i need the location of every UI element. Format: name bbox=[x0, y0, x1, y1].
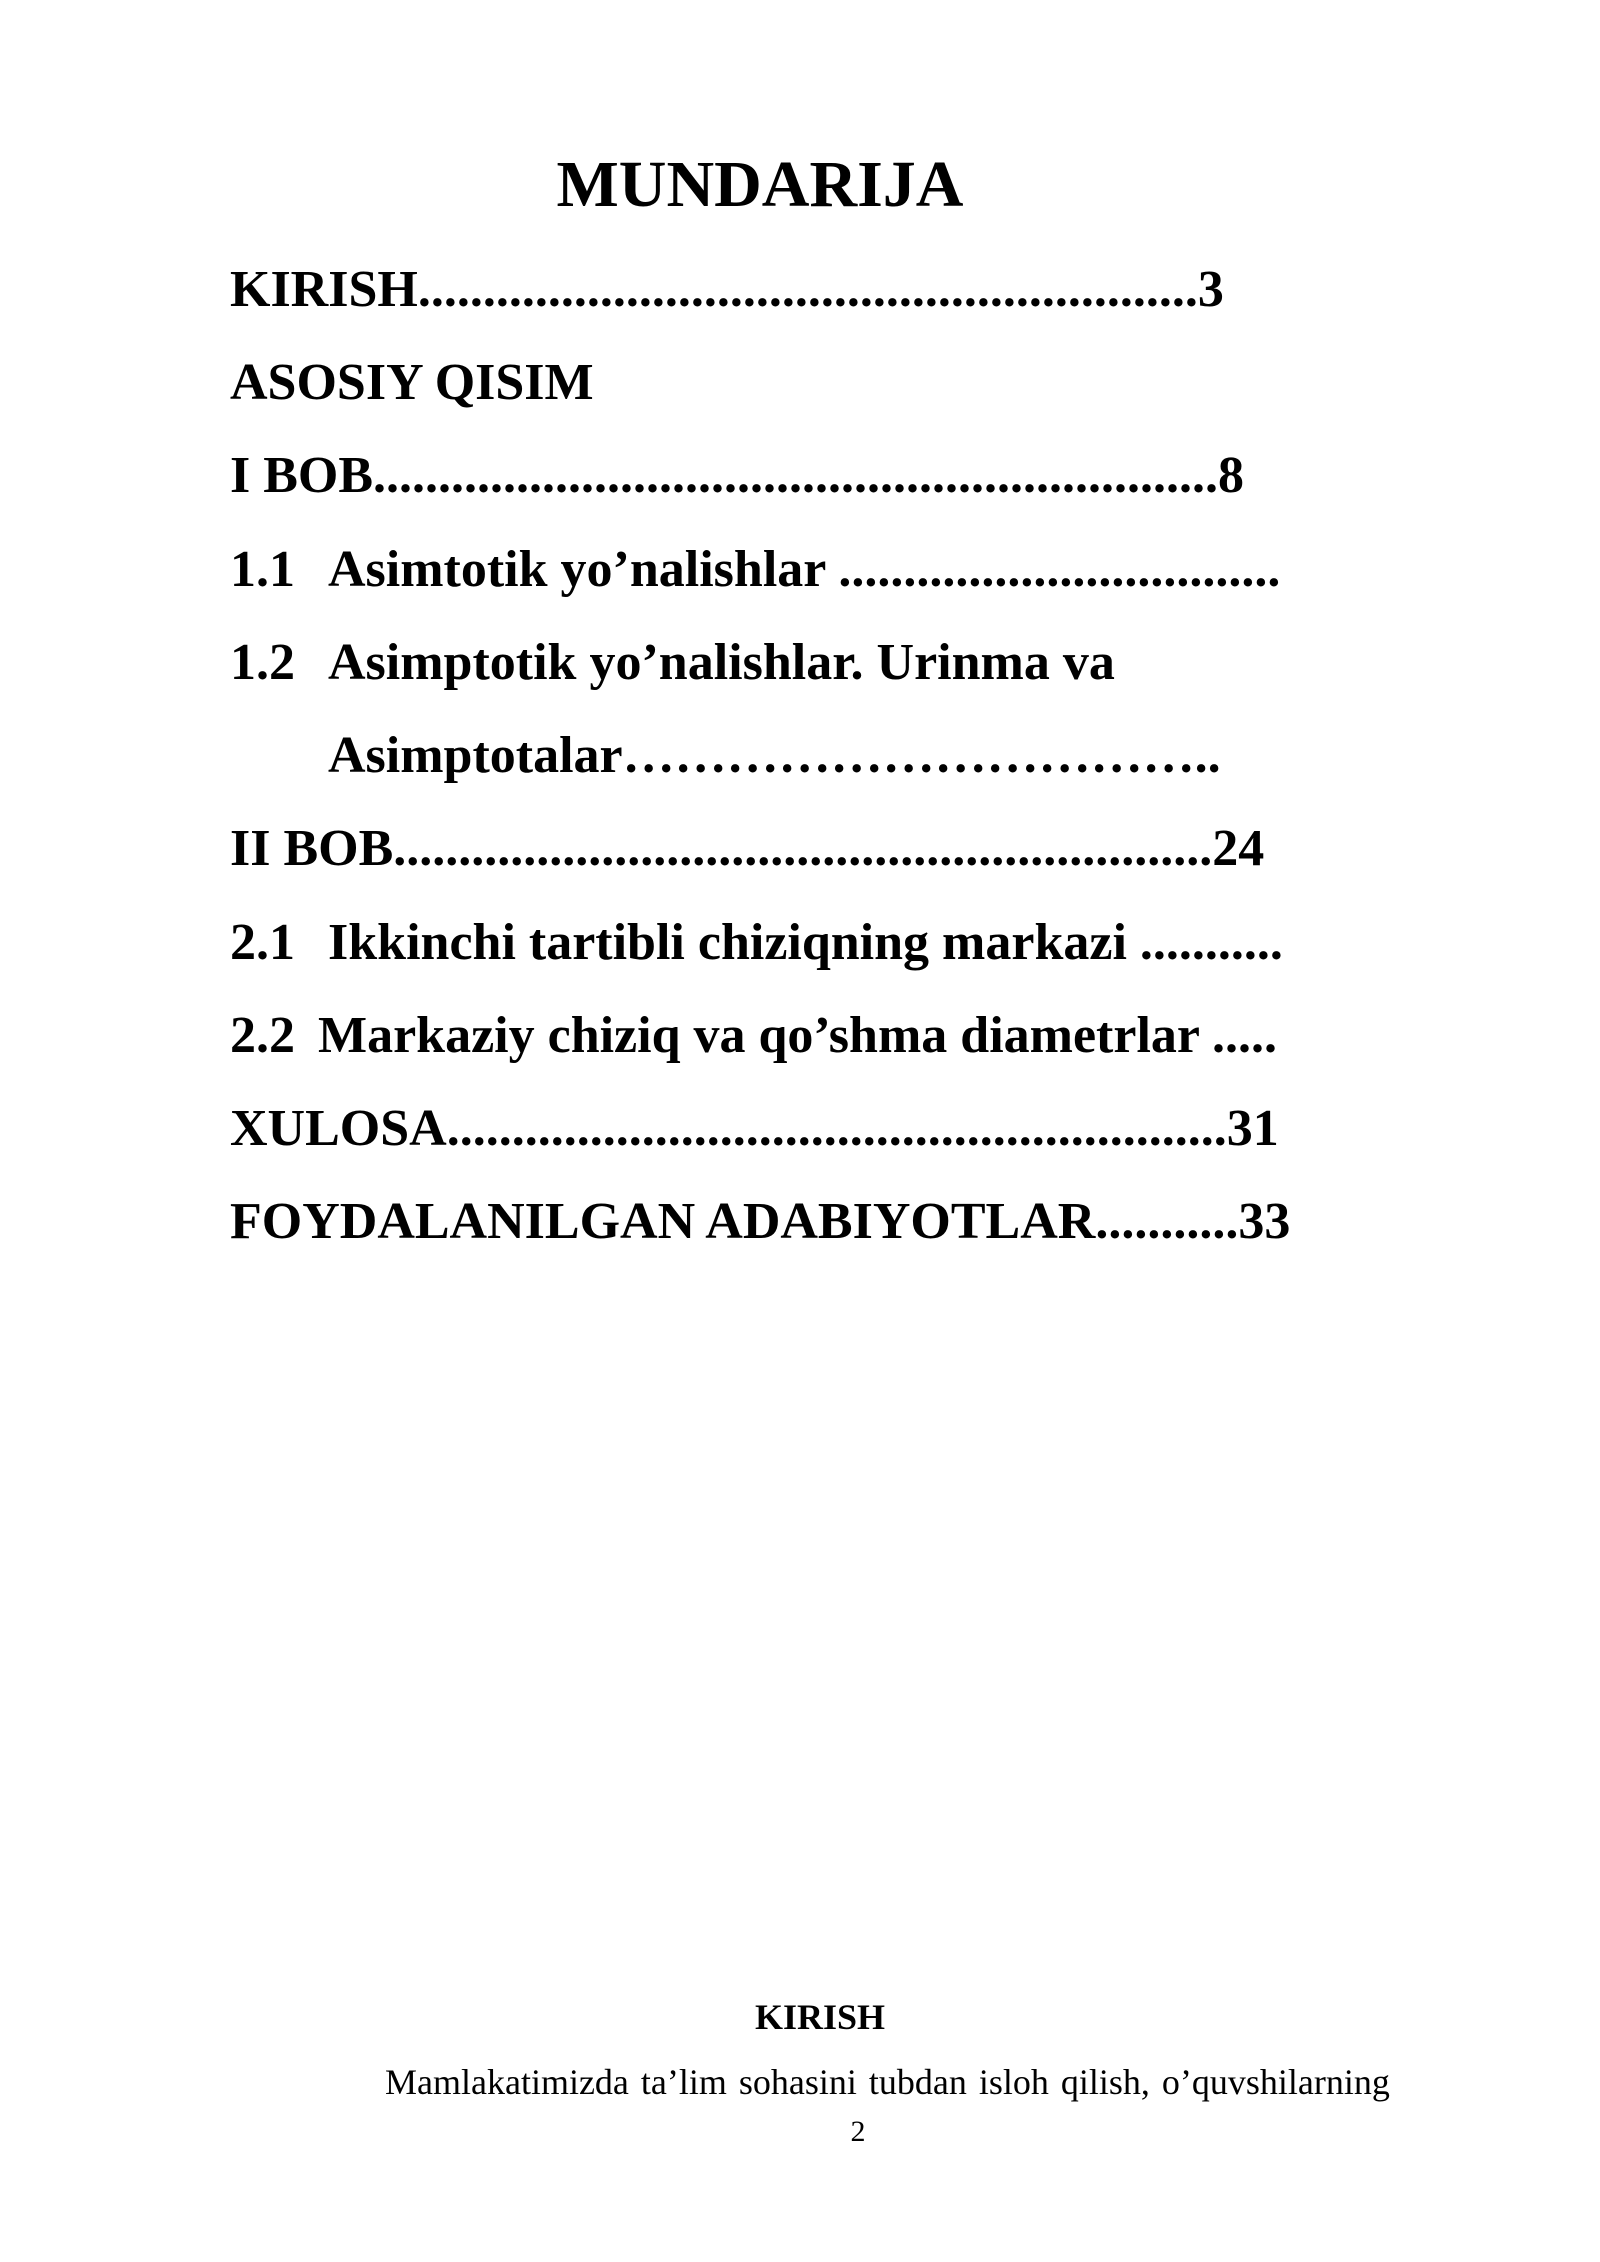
toc-entry-number: 1.1 bbox=[230, 541, 295, 598]
toc-entry-2-1[interactable] bbox=[230, 908, 1283, 978]
toc-entry-label: Asimtotik yo’nalishlar .................................. bbox=[328, 541, 1281, 598]
toc-entry-adabiyotlar[interactable]: FOYDALANILGAN ADABIYOTLAR...........33 bbox=[230, 1193, 1291, 1250]
toc-entry-label: Ikkinchi tartibli chiziqning markazi ........... bbox=[328, 914, 1283, 971]
toc-entry-number: 1.2 bbox=[230, 634, 295, 691]
toc-entry-2-2[interactable] bbox=[230, 1001, 1277, 1071]
toc-heading-asosiy-qisim: ASOSIY QISIM bbox=[230, 354, 594, 411]
toc-entry-bob-2[interactable]: II BOB...............................................................24 bbox=[230, 820, 1265, 877]
toc-entry-label: Asimptotik yo’nalishlar. Urinma va bbox=[328, 634, 1115, 691]
toc-entry-number: 2.1 bbox=[230, 914, 295, 971]
toc-entry-number: 2.2 bbox=[230, 1007, 295, 1064]
page-title: MUNDARIJA bbox=[556, 148, 964, 221]
page-number: 2 bbox=[850, 2115, 866, 2148]
toc-entry-kirish[interactable]: KIRISH............................................................3 bbox=[230, 261, 1224, 318]
toc-entry-1-2[interactable] bbox=[230, 628, 1115, 698]
section-heading-kirish: KIRISH bbox=[754, 1997, 886, 2037]
toc-entry-1-2-continuation[interactable]: Asimptotalar…………………………….. bbox=[328, 727, 1221, 784]
toc-entry-xulosa[interactable]: XULOSA............................................................31 bbox=[230, 1100, 1279, 1157]
toc-entry-1-1[interactable] bbox=[230, 535, 1280, 605]
toc-entry-bob-1[interactable]: I BOB.................................................................8 bbox=[230, 447, 1245, 504]
body-text-line: Mamlakatimizda ta’lim sohasini tubdan isloh qilish, o’quvshilarning bbox=[385, 2062, 1390, 2102]
toc-entry-label: Markaziy chiziq va qo’shma diametrlar ..... bbox=[318, 1007, 1278, 1064]
